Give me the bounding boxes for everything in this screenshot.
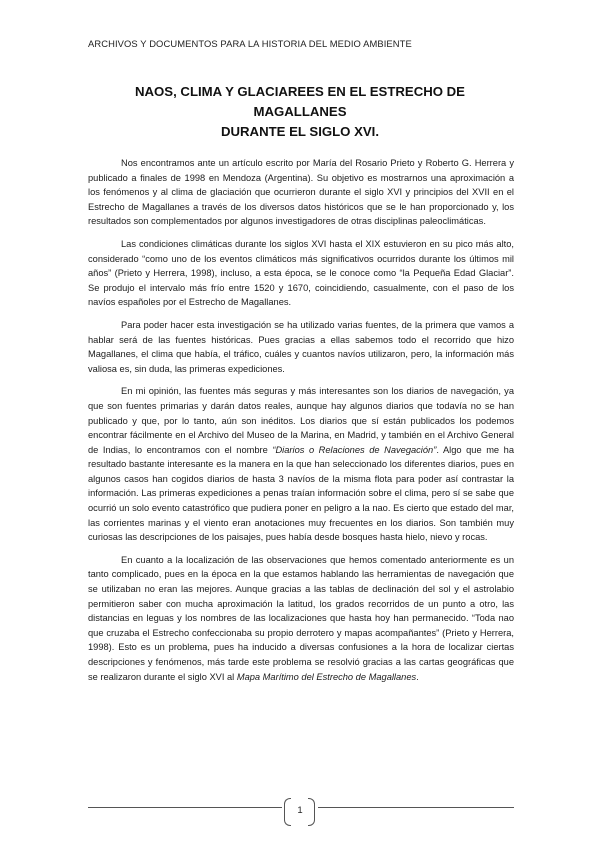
- paragraph-5-italic: Mapa Marítimo del Estrecho de Magallanes: [236, 671, 417, 682]
- paragraph-1: Nos encontramos ante un artículo escrito por María del Rosario Prieto y Roberto G. Herrera y publicado a finales de 1998 en Mendoza (Argentina). Su objetivo es mostrarnos una aproximación a los fenómenos y al clima de glaciación que ocurrieron durante el siglo XVI y principios del XVII en el Estrecho de Magallanes a través de los diversos datos históricos que se le han proporcionado y, los resultados son complementados por algunos investigadores de otras disciplinas paleoclimáticas.: [88, 158, 514, 227]
- paragraph-3: Para poder hacer esta investigación se ha utilizado varias fuentes, de la primera que vamos a hablar será de las fuentes históricas. Pues gracias a ellas sabemos todo el recorrido que hizo Magallanes, el clima que había, el tráfico, cuáles y cuantos navíos utilizaron, pero, la información más valiosa es, sin duda, las primeras expediciones.: [88, 319, 514, 374]
- paragraph-5: [88, 553, 514, 684]
- page-number: 1: [297, 805, 303, 816]
- paragraph-4-part-a: En mi opinión, las fuentes más seguras y más interesantes son los diarios de navegación, ya que son fuentes primarias y darán datos reales, aunque hay algunos diarios que todavía no se han publicado y que, por lo tanto, aún son inéditos. Los diarios que sí están publicados los podemos encontrar fácilmente en el Archivo del Museo de la Marina, en Madrid, y también en el Archivo General de Indias, lo encontramos con el nombre: [88, 386, 514, 455]
- body-text: [88, 156, 514, 684]
- paragraph-4: [88, 384, 514, 545]
- paragraph-5-part-a: En cuanto a la localización de las observaciones que hemos comentado anteriormente es un tanto complicado, pues en la época en la que estamos hablando las herramientas de navegación que se utilizaban no eran las mejores. Aunque gracias a las tablas de declinación del sol y el astrolabio permitieron saber con mucha aproximación la latitud, los grados recorridos de un punto a otro, las distancias en leguas y los nombres de las localizaciones que hasta hoy han permanecido. “Toda nao que cruzaba el Estrecho confeccionaba su propio derrotero y mapas acompañantes” (Prieto y Herrera, 1998). Esto es un problema, pues ha inducido a diversas confusiones a la hora de localizar ciertas descripciones y fenómenos, más tarde este problema se resolvió gracias a las cartas geográficas que se realizaron durante el siglo XVI al: [88, 554, 514, 682]
- title-line-2: DURANTE EL SIGLO XVI.: [220, 124, 380, 139]
- paragraph-4-part-b: . Algo que me ha resultado bastante interesante es la manera en la que han seleccionado los diferentes diarios, pues en algunos casos han cogidos diarios de hasta 3 navíos de la misma flota para poder así contrastar la información. Las primeras expediciones a penas traían información sobre el clima, pero sí se sabe que ocurrió un solo evento catastrófico que pudiera poner en peligro a la nao. Es cierto que estado del mar, las corrientes marinas y el viento eran anotaciones muy frecuentes en los diarios. Son también muy curiosas las descripciones de los paisajes, pues había desde bosques hasta hielo, nievo y rocas.: [88, 444, 515, 543]
- paragraph-5-part-b: .: [416, 671, 419, 682]
- paragraph-4-italic: “Diarios o Relaciones de Navegación”: [272, 444, 437, 455]
- title-line-1: NAOS, CLIMA Y GLACIAREES EN EL ESTRECHO DE MAGALLANES: [135, 84, 465, 119]
- running-header: ARCHIVOS Y DOCUMENTOS PARA LA HISTORIA DEL MEDIO AMBIENTE: [88, 38, 412, 49]
- paragraph-2: Las condiciones climáticas durante los siglos XVI hasta el XIX estuvieron en su pico más alto, considerado “como uno de los eventos climáticos más significativos ocurridos durante los últimos mil años” (Prieto y Herrera, 1998), incluso, a esta época, se le conoce como “la Pequeña Edad Glaciar”. Se produjo el intervalo más frío entre 1520 y 1670, coincidiendo, casualmente, con el paso de los navíos españoles por el Estrecho de Magallanes.: [88, 238, 514, 308]
- document-title: [88, 82, 512, 142]
